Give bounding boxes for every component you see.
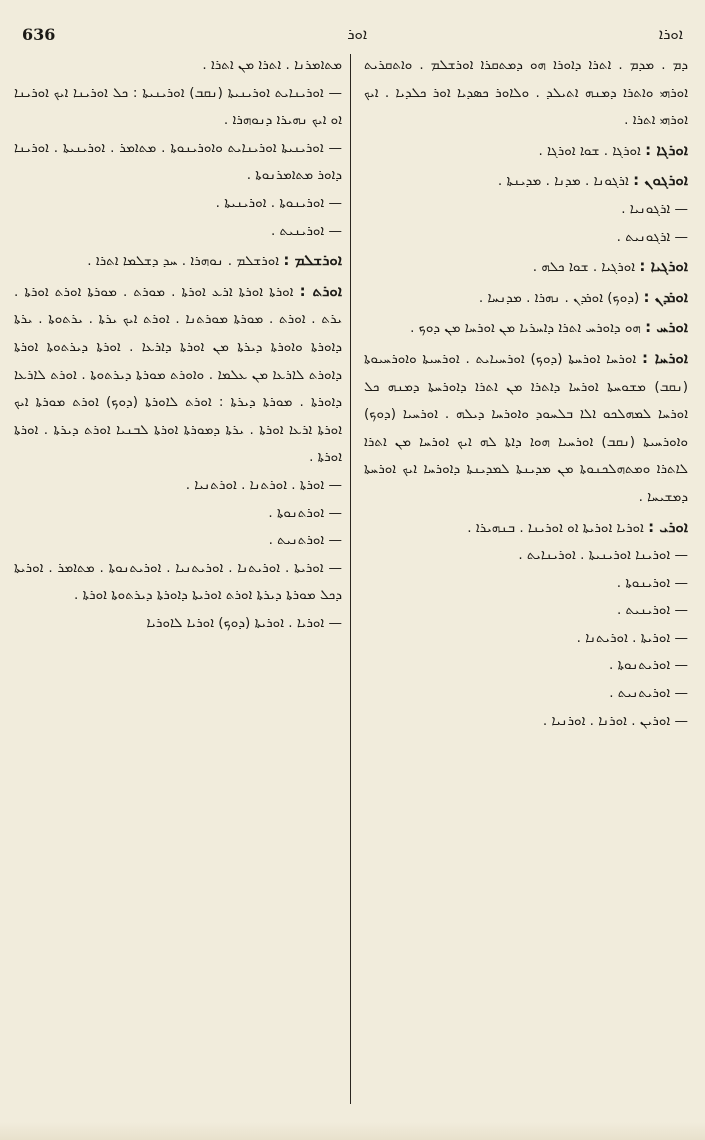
page-number: 636 [22, 24, 56, 44]
entry-text: ܐܘܪܚܐ ܐܘܪܚܬܐ (ܕܘܟ) ܐܘܪܚܝܐܝܬ . ܐܘܪܚܝܬܐ ܘܐܘܪܚܝܘܬܐ (ܢܩܒ) ܡܫܘܚܬܐ ܐܘܪܚܐ ܕܐܬܪܐ ܡܢ ܐܬܪܐ ܕܐܘܪܚܬܐ ܕܡܢܗ ܟܠ ܐܘܪܚܐ ܠܡܗܠܟܘ ܐܠܐ ܒܠܚܘܕ ܘܐܘܪܚܐ ܕܝܠܗ . ܐܘܪܚܝܐ (ܕܘܟ) ܘܐܘܪܚܝܬܐ (ܢܩܒ) ܐܘܪܚܝܐ ܗܘܐ ܕܐܬܐ ܠܗ ܐܝܟ ܐܘܪܚܐ ܡܢ ܐܬܪܐ ܠܐܬܪܐ ܘܡܬܗܠܟܢܘܬܐ ܡܢ ܡܕܝܢܬܐ ܠܡܕܝܢܬܐ ܕܐܘܪܚܐ ܐܝܟ ܐܘܪܚܬܐ ܕܡܫܝܚܐ . [364, 350, 688, 505]
dictionary-entry [14, 278, 342, 472]
dictionary-entry [364, 314, 688, 343]
headword: ܐܘܪܫܠܡ : [283, 251, 342, 270]
sub-entry [14, 555, 342, 610]
page-bottom-edge [0, 1122, 705, 1140]
entry-text: — ܐܪܓܘܢܝܬ . [616, 228, 688, 245]
page-header [22, 20, 683, 48]
entry-text: (ܕܘܟ) ܐܘܪܕܢ . ܢܗܪܐ . ܡܕܢܚܐ . [478, 289, 640, 306]
entry-text: — ܐܘܪܝܬܢܘܬܐ . [609, 657, 688, 674]
continued-entry [14, 52, 342, 80]
headword: ܐܘܪܝ : [648, 517, 688, 536]
entry-text: — ܐܘܪܝܢܘܬܐ . [616, 574, 688, 591]
headword: ܐܘܪܬ : [299, 281, 342, 300]
continued-entry [364, 52, 688, 135]
entry-text: — ܐܘܪܬܢܝܬ . [268, 532, 342, 549]
entry-text: — ܐܘܪܝܬܐ . ܐܘܪܝܬܢܐ . ܐܘܪܝܬܢܝܐ . ܐܘܪܝܬܢܘܬܐ . ܡܬܐܡܪ . ܐܘܪܝܬܐ ܕܟܠ ܡܘܪܬܐ ܕܝܪܬܐ ܐܘܪܬ ܐܘܪܝܬܐ ܕܐܘܪܬܐ ܕܝܪܬܘܬܐ ܐܘܪܬܐ . [14, 559, 342, 604]
sub-entry [364, 708, 688, 736]
entry-text: — ܐܘܪܝܢܝܬ . [270, 222, 342, 239]
dictionary-entry [14, 247, 342, 276]
sub-entry [14, 218, 342, 246]
headword: ܐܘܪܓܝܐ : [639, 257, 688, 276]
entry-text: — ܐܘܪܝܢܝܬܐ ܐܘܪܝܢܐܝܬ ܘܐܘܪܝܢܘܬܐ . ܡܬܐܡܪ . ܐܘܪܝܢܝܬܐ . ܐܘܪܝܢܐ ܕܐܘܪ ܡܬܐܡܪܢܘܬܐ . [14, 139, 342, 184]
sub-entry [364, 196, 688, 224]
sub-entry [14, 135, 342, 190]
sub-entry [14, 472, 342, 500]
entry-text: ܐܘܪܝܐ ܐܘܪܝܬܐ ܐܘ ܐܘܪܝܢܐ . ܒܢܗܝܪܐ . [467, 519, 644, 536]
entry-text: ܐܘܪܓܝܐ . ܫܘܐ ܟܠܗ . [532, 259, 636, 276]
dictionary-entry [364, 137, 688, 166]
sub-entry [14, 500, 342, 528]
dictionary-entry [364, 345, 688, 512]
entry-text: ܐܪܓܘܢܐ . ܡܕܢܐ . ܡܕܝܢܬܐ . [497, 173, 629, 190]
entry-text: ܗܘ ܕܐܘܪܚ ܐܬܪܐ ܕܐܚܪܝܐ ܡܢ ܐܘܪܚܐ ܡܢ ܕܘܟ . [410, 320, 641, 337]
entry-text: — ܐܘܪܝܢܘܬܐ . ܐܘܪܝܢܝܬܐ . [215, 194, 342, 211]
headword: ܐܘܪܓܘܢ : [633, 171, 688, 190]
entry-text: ܐܘܪܬܐ ܐܘܪܬܐ ܐܪܥ ܐܘܪܬܐ . ܡܘܪܬ . ܡܘܪܬܐ ܐܘܪܬ ܐܘܪܬܐ . ܝܪܬ . ܐܘܪܬ . ܡܘܪܬܐ ܡܘܪܬܢܐ . ܐܘܪܬ ܐܝܟ ܝܪܬܐ . ܝܪܬܘܬܐ . ܝܪܬܐ ܕܐܘܪܬܐ ܘܐܘܪܬܐ ܕܝܪܬܐ ܡܢ ܐܘܪܬܐ ܕܐܪܥܐ . ܐܘܪܬܐ ܕܝܪܬܘܬܐ ܐܘܪܬܐ ܕܐܘܪܬ ܠܐܪܥܐ ܡܢ ܥܠܡܐ . ܘܐܘܪܬ ܡܘܪܬܐ ܕܝܪܬܘܬܐ . ܐܘܪܬ ܠܐܪܥܐ ܕܐܘܪܬܐ . ܡܘܪܬܐ ܕܝܪܬܐ : ܐܘܪܬ ܠܐܘܪܬܐ (ܕܘܟ) ܐܘܪܬ ܡܘܪܬܐ ܐܝܟ ܐܘܪܬܐ ܐܪܥܐ ܐܘܪܬܐ . ܝܪܬܐ ܕܡܘܪܬܐ ܐܘܪܬܐ ܠܒܢܝܐ ܐܘܪܬ ܕܝܪܬܐ . ܐܘܪܬܐ ܐܘܪܬܐ . [14, 283, 342, 466]
text-columns [14, 52, 691, 1112]
sub-entry [364, 542, 688, 570]
right-column [364, 52, 688, 1112]
entry-text: — ܐܘܪܝܢܝܬ . [616, 602, 688, 619]
sub-entry [364, 680, 688, 708]
headword: ܐܘܪܓܐ : [645, 140, 688, 159]
entry-text: — ܐܘܪܝܬܢܝܬ . [609, 685, 688, 702]
entry-text: — ܐܘܪܝܐ . ܐܘܪܝܬܐ (ܕܘܟ) ܐܘܪܝܐ ܠܐܘܪܝܐ [146, 614, 342, 631]
sub-entry [14, 190, 342, 218]
entry-text: — ܐܪܓܘܢܝܐ . [621, 200, 688, 217]
headword: ܐܘܪܕܢ : [643, 287, 688, 306]
entry-text: — ܐܘܪܝܢܐ ܐܘܪܝܢܝܬܐ . ܐܘܪܝܢܐܝܬ . [518, 547, 688, 564]
sub-entry [14, 610, 342, 638]
running-head-center: ܐܘܪ [347, 25, 368, 43]
headword: ܐܘܪܚ : [645, 318, 688, 337]
column-divider [350, 54, 351, 1104]
sub-entry [364, 570, 688, 598]
entry-text: ܐܘܪܫܠܡ . ܢܘܗܪܐ . ܚܕ ܕܫܠܡܐ ܐܬܪܐ . [87, 253, 280, 270]
entry-text: — ܐܘܪܬܢܘܬܐ . [268, 504, 342, 521]
sub-entry [364, 224, 688, 252]
sub-entry [364, 625, 688, 653]
sub-entry [364, 652, 688, 680]
running-head-right: ܐܘܪܐ [658, 25, 683, 43]
left-column [14, 52, 342, 1112]
entry-text: ܐܘܪܓܐ . ܫܘܐ ܐܘܪܓܐ . [538, 142, 641, 159]
dictionary-entry [364, 253, 688, 282]
entry-text: — ܐܘܪܬܐ . ܐܘܪܬܢܐ . ܐܘܪܬܢܝܐ . [185, 476, 342, 493]
entry-text: — ܐܘܪܝܢ . ܐܘܪܢܐ . ܐܘܪܢܝܐ . [542, 712, 688, 729]
dictionary-entry [364, 514, 688, 543]
entry-text: ܕܡ . ܡܕܡ . ܐܬܪܐ ܕܐܘܪܐ ܗܘ ܕܡܬܩܪܐ ܐܘܪܫܠܡ . ܘܐܬܩܪܝܬ ܐܘܪܗܝ ܘܐܬܪܐ ܕܡܢܗ ܐܬܝܠܕ . ܘܠܐܘܪ ܟܣܕܝܐ ܐܘܪ ܟܠܕܝܐ . ܐܝܟ ܐܘܪܗܝ ܐܬܪܐ . [364, 57, 688, 129]
entry-text: — ܐܘܪܝܢܐܝܬ ܐܘܪܝܢܝܬܐ (ܢܩܒ) ܐܘܪܝܢܝܬܐ : ܟܠ ܐܘܪܝܢܐ ܐܝܟ ܐܘܪܝܢܐ ܐܘ ܐܝܟ ܢܗܝܪܐ ܕܢܘܗܪܐ . [14, 84, 342, 129]
entry-text: ܡܬܐܡܪܢܐ . ܐܬܪܐ ܡܢ ܐܬܪܐ . [202, 57, 342, 73]
headword: ܐܘܪܚܐ : [641, 348, 688, 367]
sub-entry [364, 597, 688, 625]
entry-text: — ܐܘܪܝܬܐ . ܐܘܪܝܬܢܐ . [576, 629, 688, 646]
dictionary-entry [364, 167, 688, 196]
sub-entry [14, 80, 342, 135]
sub-entry [14, 527, 342, 555]
dictionary-entry [364, 284, 688, 313]
